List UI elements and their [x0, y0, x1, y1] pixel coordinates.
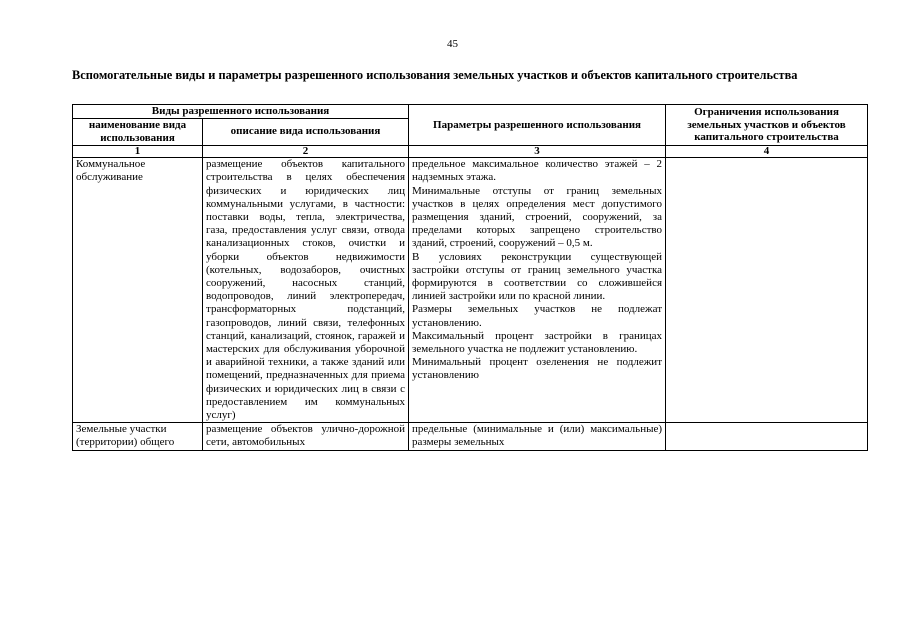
header-name: наименование вида использования — [73, 118, 203, 145]
header-row-top — [73, 105, 868, 119]
header-restrictions: Ограничения использования земельных участков и объектов капитального строительства — [666, 105, 868, 146]
header-parameters: Параметры разрешенного использования — [409, 105, 666, 146]
use-restrictions-cell — [666, 158, 868, 423]
document-title: Вспомогательные виды и параметры разрешенного использования земельных участков и объектов капитального строительства — [72, 68, 798, 82]
column-number: 1 — [73, 145, 203, 158]
use-description-cell: размещение объектов капитального строительства в целях обеспечения физических и юридических лиц коммунальными услугами, в частности: поставки воды, тепла, электричества, газа, предоставления услуг связи, отвода канализационных стоков, очистки и уборки объектов недвижимости (котельных, водозаборов, очистных сооружений, насосных станций, водопроводов, линий электропередач, трансформаторных подстанций, газопроводов, линий связи, телефонных станций, канализаций, стоянок, гаражей и мастерских для обслуживания уборочной и аварийной техники, а также зданий или помещений, предназначенных для приема физических и юридических лиц в связи с предоставлением им коммунальных услуг) — [203, 158, 409, 423]
parameter-paragraph: Минимальные отступы от границ земельных участков в целях определения мест допустимого размещения зданий, строений, сооружений, за пределами которых запрещено строительство зданий, строений, сооружений – 0,5 м. — [412, 184, 663, 250]
parameter-paragraph: предельное максимальное количество этажей – 2 надземных этажа. — [412, 158, 663, 184]
parameter-paragraph: предельные (минимальные и (или) максимальные) размеры земельных — [412, 423, 663, 449]
column-number: 3 — [409, 145, 666, 158]
parameter-paragraph: Максимальный процент застройки в границах земельного участка не подлежит установлению. — [412, 329, 663, 355]
use-name-cell: Коммунальное обслуживание — [73, 158, 203, 423]
land-use-parameters-table — [72, 104, 868, 451]
header-description: описание вида использования — [203, 118, 409, 145]
table-row — [73, 423, 868, 450]
column-number: 2 — [203, 145, 409, 158]
header-types-group: Виды разрешенного использования — [73, 105, 409, 119]
parameter-paragraph: В условиях реконструкции существующей застройки отступы от границ земельного участка формируются в соответствии со сложившейся линией застройки или по красной линии. — [412, 250, 663, 303]
use-description-cell: размещение объектов улично-дорожной сети, автомобильных — [203, 423, 409, 450]
column-number: 4 — [666, 145, 868, 158]
use-parameters-cell — [409, 423, 666, 450]
parameter-paragraph: Минимальный процент озеленения не подлежит установлению — [412, 356, 663, 382]
column-number-row — [73, 145, 868, 158]
use-parameters-cell — [409, 158, 666, 423]
use-restrictions-cell — [666, 423, 868, 450]
parameter-paragraph: Размеры земельных участков не подлежат установлению. — [412, 303, 663, 329]
page-number: 45 — [447, 38, 458, 50]
use-name-cell: Земельные участки (территории) общего — [73, 423, 203, 450]
table-row — [73, 158, 868, 423]
